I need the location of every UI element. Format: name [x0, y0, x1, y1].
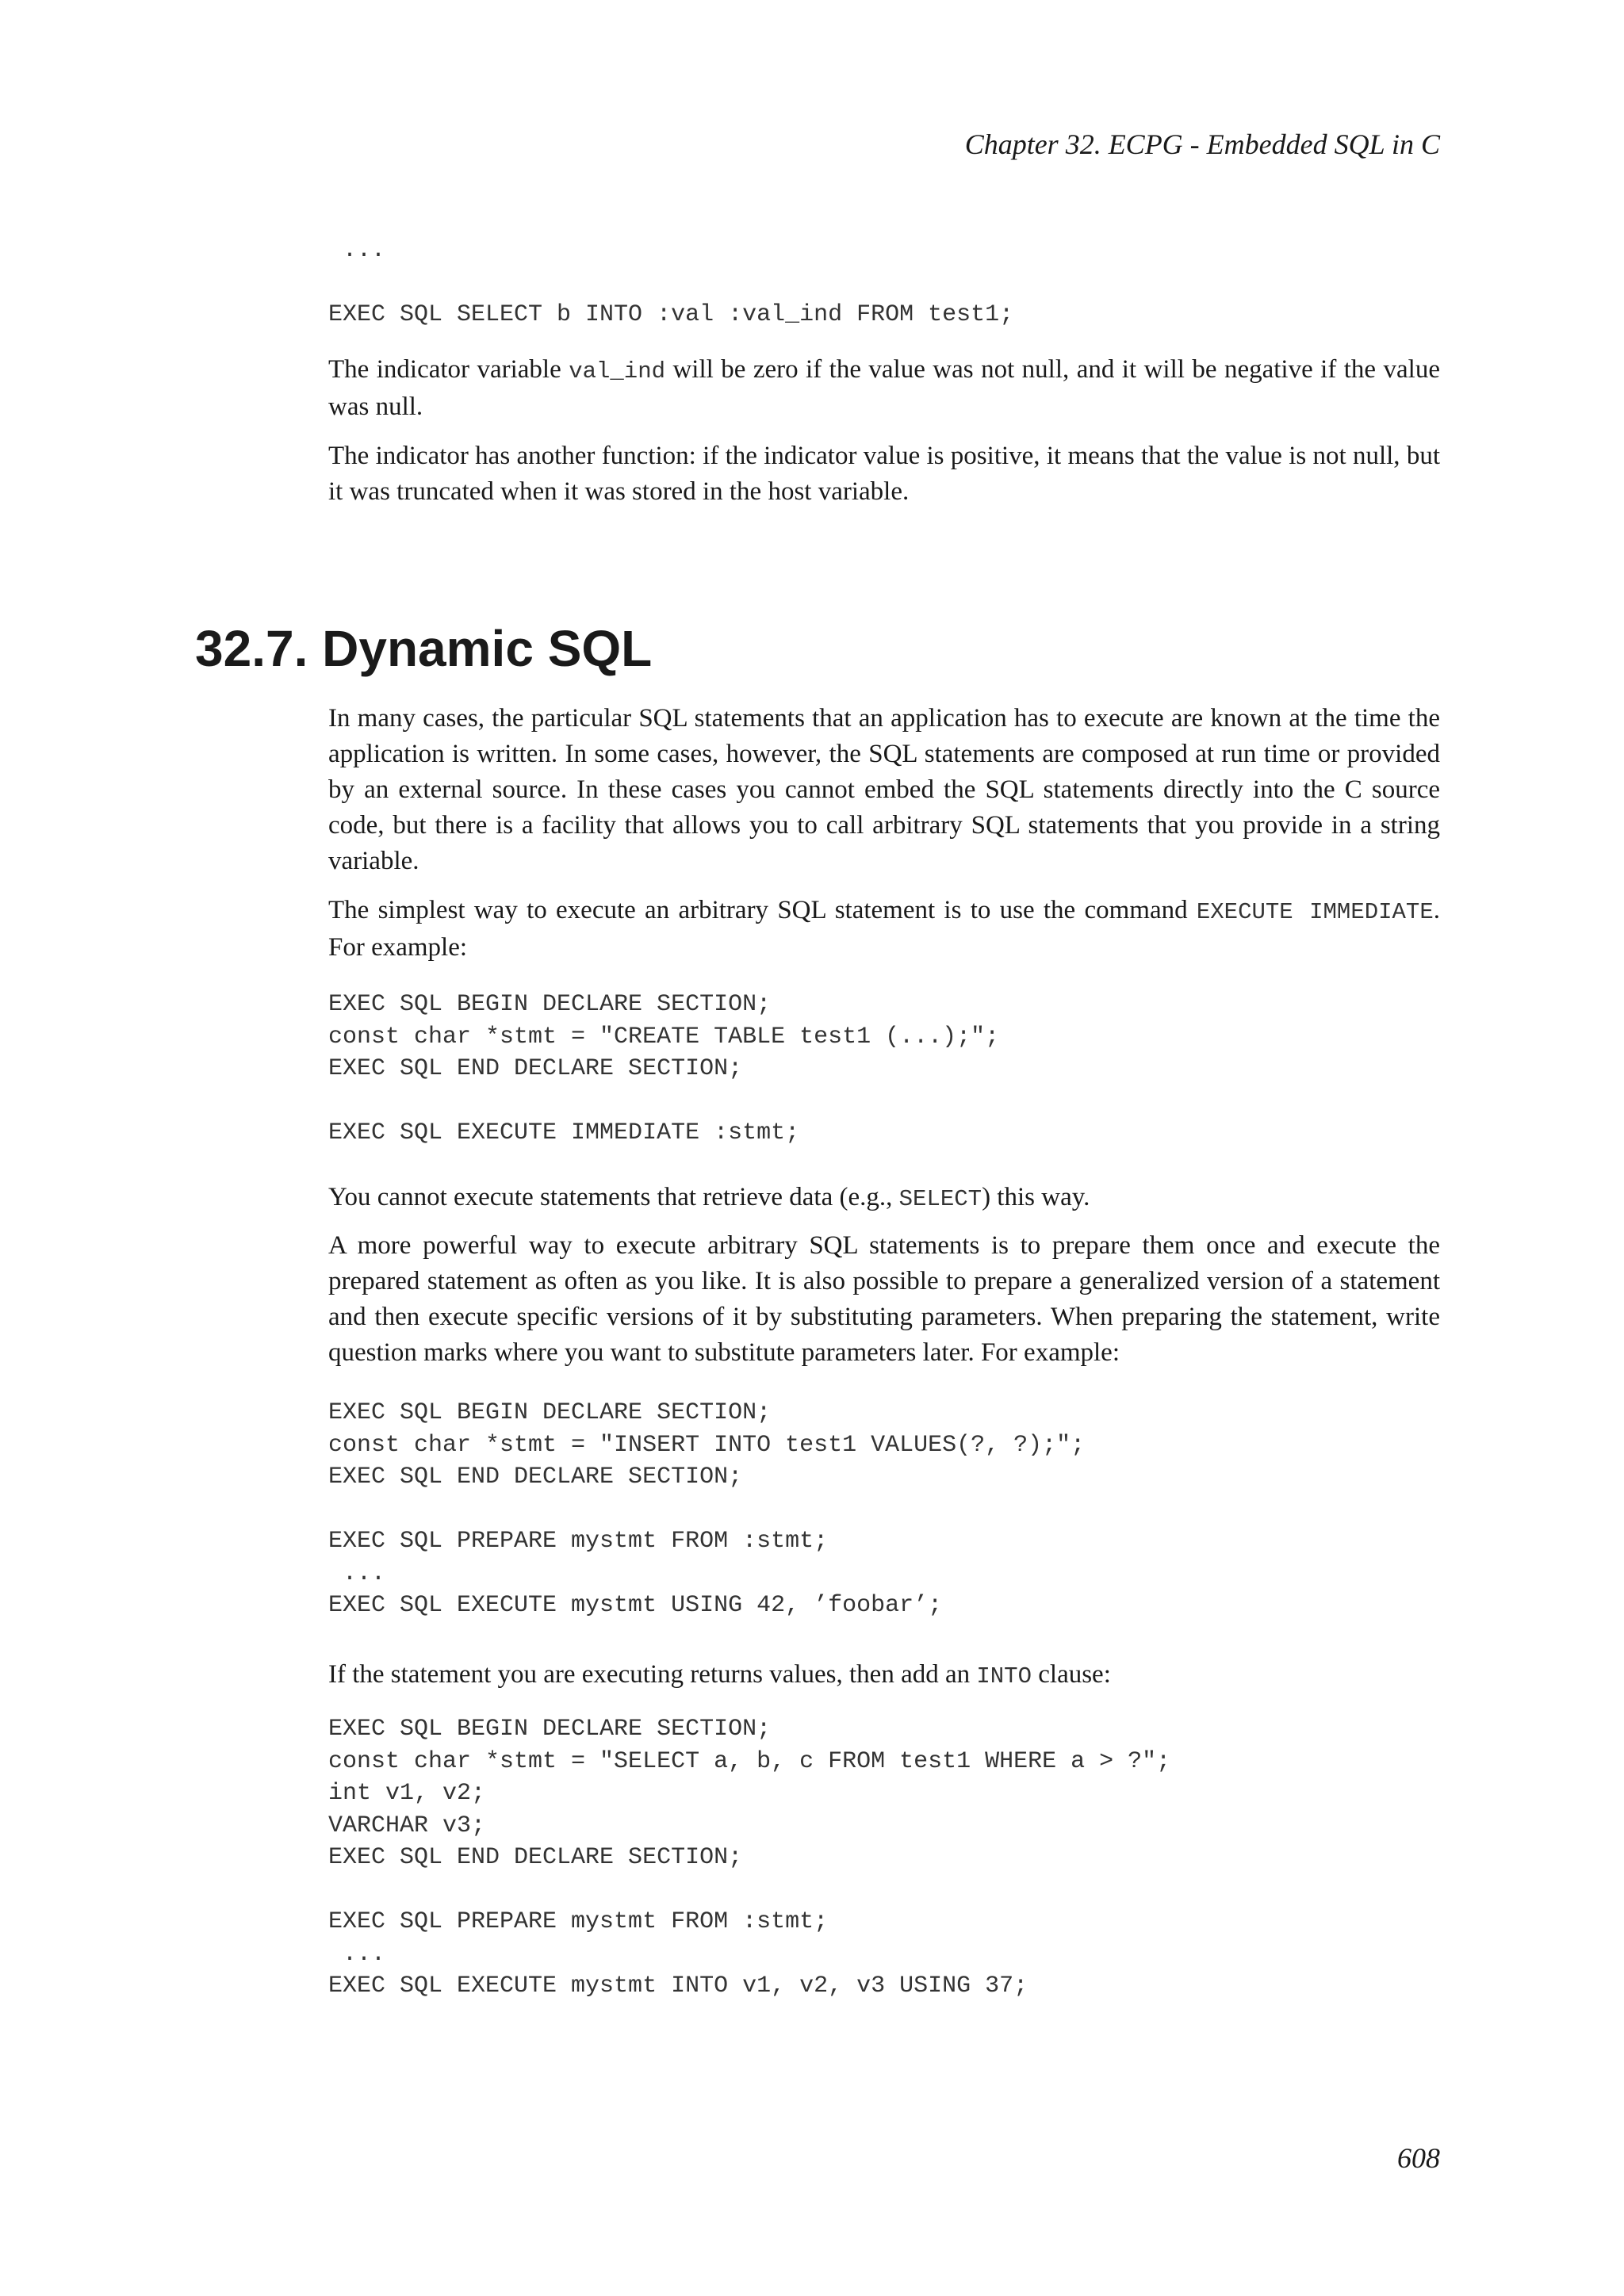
paragraph-indicator-function: The indicator has another function: if the indicator value is positive, it means that the value is not null, but it was truncated when it was stored in the host variable. [328, 442, 1440, 506]
paragraph-prepare-statement: A more powerful way to execute arbitrary SQL statements is to prepare them once and execute the prepared statement as often as you like. It is also possible to prepare a generalized version of a statement and then execute specific versions of it by substituting parameters. When preparing the statement, write question marks where you want to substitute parameters later. For example: [328, 1231, 1440, 1367]
paragraph-text: clause: [1032, 1660, 1111, 1689]
inline-code-val-ind: val_ind [569, 358, 666, 385]
inline-code-select: SELECT [898, 1186, 982, 1212]
paragraph-text: . For example: [328, 896, 1440, 962]
inline-code-execute-immediate: EXECUTE IMMEDIATE [1196, 899, 1434, 925]
paragraph-into-clause [328, 1657, 1440, 1694]
running-header: Chapter 32. ECPG - Embedded SQL in C [964, 128, 1440, 160]
inline-code-into: INTO [976, 1663, 1032, 1689]
paragraph-text: The simplest way to execute an arbitrary SQL statement is to use the command [328, 896, 1197, 924]
paragraph-text: If the statement you are executing returns values, then add an [328, 1660, 977, 1689]
paragraph-execute-immediate [328, 893, 1440, 966]
paragraph-text: will be zero if the value was not null, and it will be negative if the value was null. [328, 355, 1440, 421]
paragraph-text: The indicator variable [328, 355, 569, 384]
paragraph-text: ) this way. [982, 1183, 1090, 1211]
section-heading-dynamic-sql: 32.7. Dynamic SQL [195, 620, 653, 677]
paragraph-cannot-select [328, 1180, 1440, 1217]
paragraph-indicator-variable [328, 352, 1440, 425]
code-block-into: EXEC SQL BEGIN DECLARE SECTION; const char *stmt = "SELECT a, b, c FROM test1 WHERE a > ?"; int v1, v2; VARCHAR v3; EXEC SQL END DECLARE SECTION; EXEC SQL PREPARE mystmt FROM :stmt; ... EXEC SQL EXECUTE mystmt INTO v1, v2, v3 USING 37; [328, 1716, 1171, 1999]
paragraph-dynamic-sql-intro: In many cases, the particular SQL statements that an application has to execute are known at the time the application is written. In some cases, however, the SQL statements are composed at run time or provided by an external source. In these cases you cannot embed the SQL statements directly into the C source code, but there is a facility that allows you to call arbitrary SQL statements that you provide in a string variable. [328, 704, 1440, 875]
paragraph-text: You cannot execute statements that retrieve data (e.g., [328, 1183, 899, 1211]
code-block-execute-immediate: EXEC SQL BEGIN DECLARE SECTION; const char *stmt = "CREATE TABLE test1 (...);"; EXEC SQL END DECLARE SECTION; EXEC SQL EXECUTE IMMEDIATE :stmt; [328, 991, 1000, 1146]
code-block-select-indicator: ... EXEC SQL SELECT b INTO :val :val_ind FROM test1; [328, 237, 1014, 328]
page-number: 608 [1397, 2142, 1440, 2174]
code-block-prepare: EXEC SQL BEGIN DECLARE SECTION; const char *stmt = "INSERT INTO test1 VALUES(?, ?);"; EXEC SQL END DECLARE SECTION; EXEC SQL PREPARE mystmt FROM :stmt; ... EXEC SQL EXECUTE mystmt USING 42, ’foobar’; [328, 1399, 1086, 1619]
